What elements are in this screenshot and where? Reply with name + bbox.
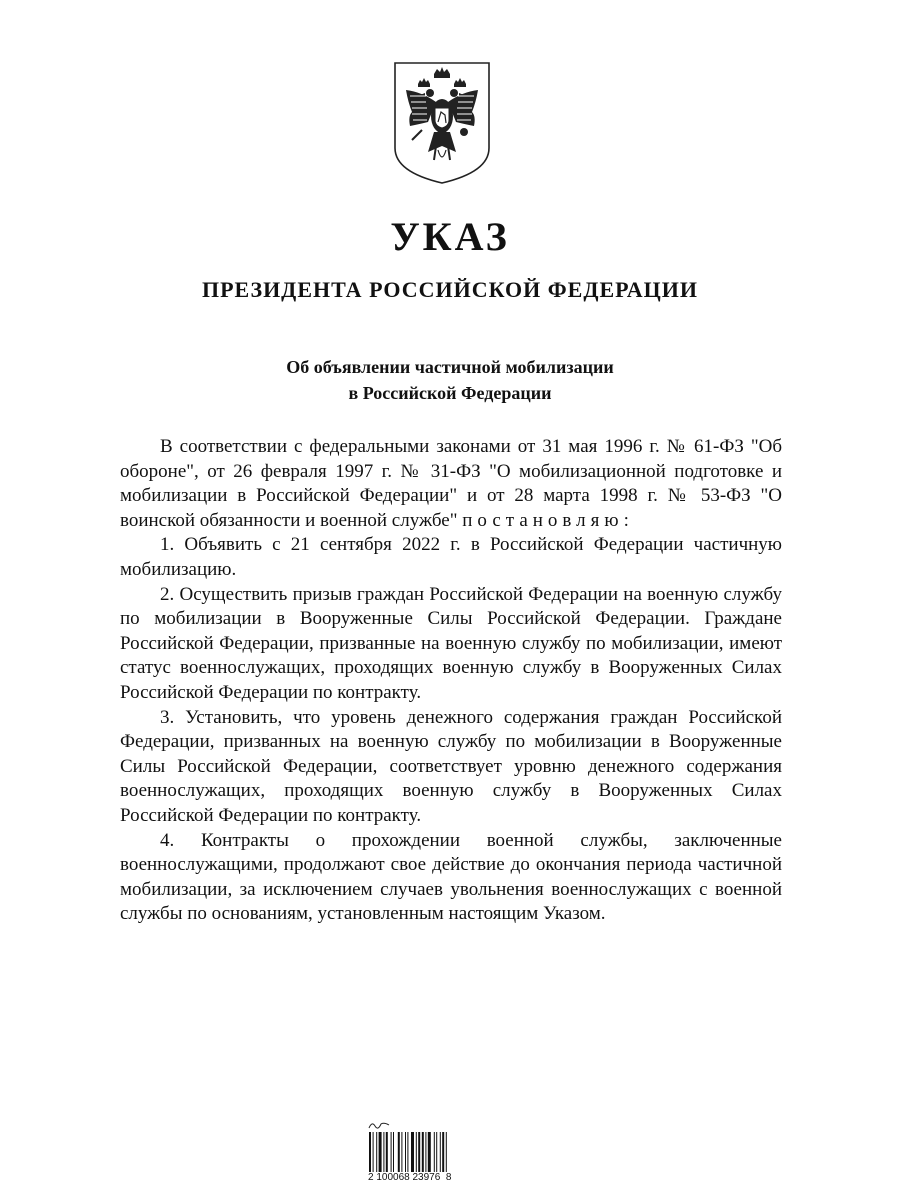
barcode-block [368,1120,480,1190]
barcode-number: 2 100068 23976 8 [368,1172,452,1183]
decree-item-4: 4. Контракты о прохождении военной службы, заключенные военнослужащими, продолжают свое действие до окончания периода частичной мобилизации, за исключением случаев увольнения военнослужащих с военной службы по основаниям, установленным настоящим Указом. [120,829,782,925]
decree-body [120,435,782,927]
document-title: УКАЗ [390,214,510,259]
document-subtitle: ПРЕЗИДЕНТА РОССИЙСКОЙ ФЕДЕРАЦИИ [201,277,699,302]
preamble-text: В соответствии с федеральными законами от 31 мая 1996 г. № 61-ФЗ "Об обороне", от 26 февраля 1997 г. № 31-ФЗ "О мобилизационной подготовке и мобилизации в Российской Федерации" и от 28 марта 1998 г. № 53-ФЗ "О воинской обязанности и военной службе" [120,436,782,531]
decree-item-3: 3. Установить, что уровень денежного содержания граждан Российской Федерации, призванных на военную службу по мобилизации в Вооруженные Силы Российской Федерации, соответствует уровню денежного содержания военнослужащих, проходящих военную службу в Вооруженных Силах Российской Федерации по контракту. [120,706,782,826]
decree-heading [0,354,900,406]
decree-item-2: 2. Осуществить призыв граждан Российской Федерации на военную службу по мобилизации в Вооруженные Силы Российской Федерации. Граждане Российской Федерации, призванные на военную службу по мобилизации, имеют статус военнослужащих, проходящих военную службу в Вооруженных Силах Российской Федерации по контракту. [120,583,782,703]
signature-mark-icon [368,1120,390,1130]
decree-heading-line-2: в Российской Федерации [348,383,552,403]
decree-item-1: 1. Объявить с 21 сентября 2022 г. в Российской Федерации частичную мобилизацию. [120,534,782,580]
barcode-icon [368,1132,480,1172]
decree-word: постановляю: [462,509,634,531]
coat-of-arms-icon [392,60,492,186]
decree-heading-line-1: Об объявлении частичной мобилизации [286,357,614,377]
preamble-paragraph [120,435,782,533]
